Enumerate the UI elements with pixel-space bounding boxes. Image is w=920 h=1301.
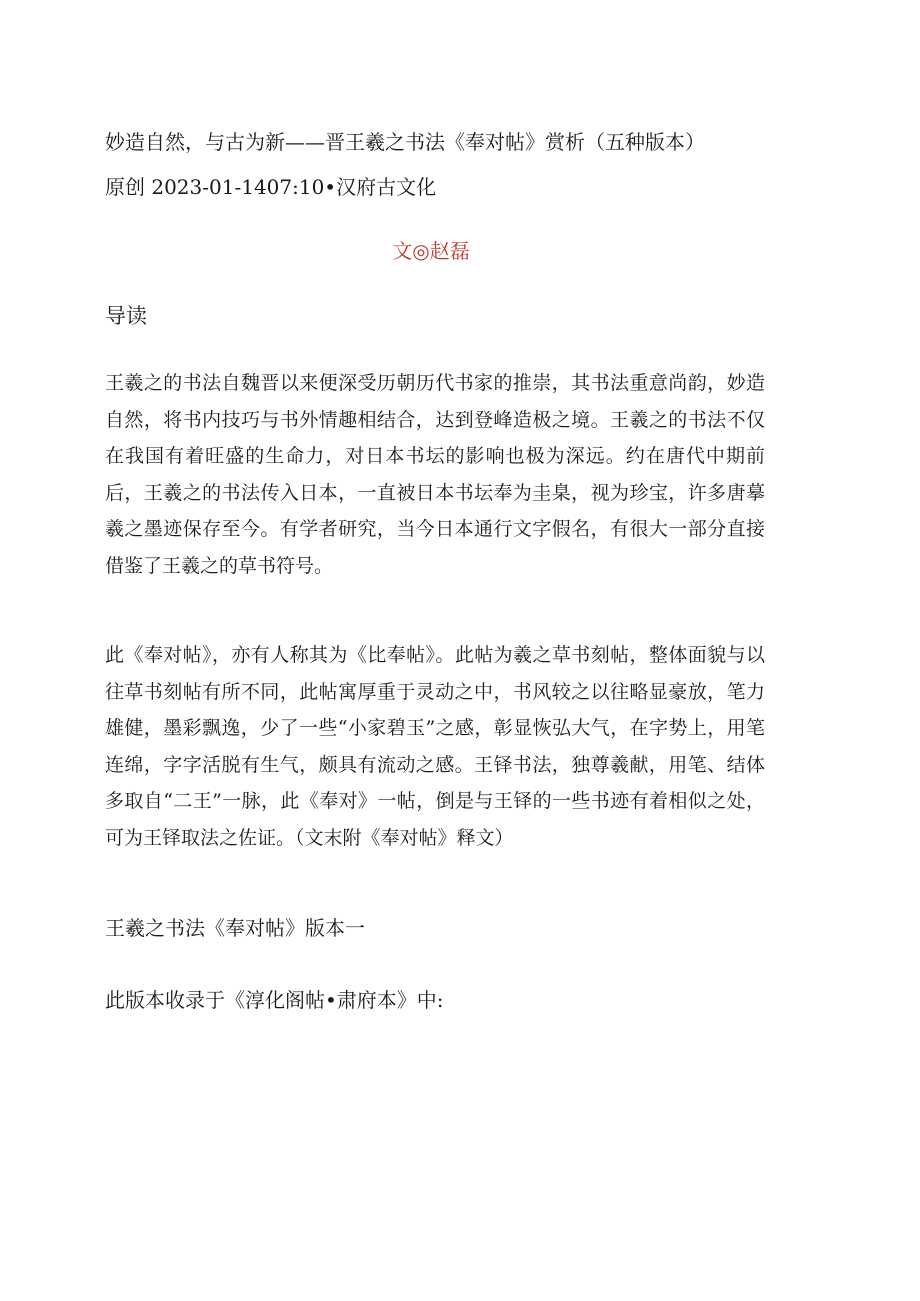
version-note: 此版本收录于《淳化阁帖•肃府本》中: xyxy=(105,988,444,1012)
author-byline: 文◎赵磊 xyxy=(392,239,470,263)
version-heading: 王羲之书法《奉对帖》版本一 xyxy=(105,916,365,940)
intro-paragraph-2: 此《奉对帖》，亦有人称其为《比奉帖》。此帖为羲之草书刻帖，整体面貌与以往草书刻帖有所不同，此帖寓厚重于灵动之中，书风较之以往略显豪放，笔力雄健，墨彩飘逸，少了一些“小家碧玉”之感，彰显恢弘大气，在字势上，用笔连绵，字字活脱有生气，颇具有流动之感。王铎书法，独尊羲献，用笔、结体多取自“二王”一脉，此《奉对》一帖，倒是与王铎的一些书迹有着相似之处，可为王铎取法之佐证。（文末附《奉对帖》释文） xyxy=(105,644,765,849)
article-meta: 原创 2023-01-1407:10•汉府古文化 xyxy=(105,175,437,199)
intro-paragraph-1: 王羲之的书法自魏晋以来便深受历朝历代书家的推崇，其书法重意尚韵，妙造自然，将书内技巧与书外情趣相结合，达到登峰造极之境。王羲之的书法不仅在我国有着旺盛的生命力，对日本书坛的影响也极为深远。约在唐代中期前后，王羲之的书法传入日本，一直被日本书坛奉为圭臬，视为珍宝，许多唐摹羲之墨迹保存至今。有学者研究，当今日本通行文字假名，有很大一部分直接借鉴了王羲之的草书符号。 xyxy=(105,372,765,577)
article-title: 妙造自然，与古为新——晋王羲之书法《奉对帖》赏析（五种版本） xyxy=(105,130,705,154)
intro-heading: 导读 xyxy=(105,304,147,328)
